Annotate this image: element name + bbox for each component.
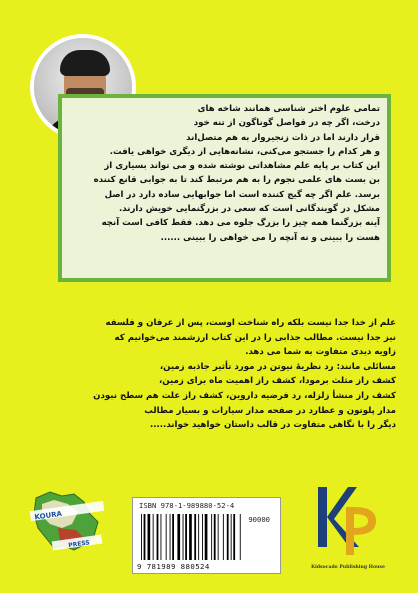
synopsis-line: درخت، اگر چه در فواصل گوناگون از تنه خود [193,118,380,129]
description-line: مسائلی مانند: رد نظریهٔ نیوتن در مورد تأثیر جاذبه زمین، [159,361,396,372]
description-line: دیگر را با نگاهی متفاوت در قالب داستان خواهید خواند..... [150,420,396,431]
description-line: مدار پلوتون و عطارد در صفحه مدار سیارات و بسیار مطالب [144,405,396,416]
svg-text:PRESS: PRESS [67,539,91,550]
synopsis-text [74,102,380,245]
publisher-name: Kidsocado Publishing House [311,565,385,570]
isbn-barcode [132,497,281,574]
description-line: کشف راز منشأ زلزله، رد فرضیه داروین، کشف راز علت هم سطح نبودن [93,390,396,401]
synopsis-line: بن بست های علمی نجوم را به هم مرتبط کند تا به جوابی قانع کننده [93,175,380,186]
price-code: 90000 [248,515,270,524]
description-line: کشف راز مثلث برمودا، کشف راز اهمیت ماه برای زمین، [159,376,396,387]
barcode-digits: 9 781989 880524 [137,562,210,571]
description-line: نیز جدا نیست. مطالب جذابی را در این کتاب ارزشمند می‌خوانیم که [114,332,396,343]
kp-logo-icon [304,481,384,563]
svg-text:KOURA: KOURA [34,509,63,522]
synopsis-line: قرار دارند اما در ذات زنجیروار به هم متصل‌اند [186,132,380,143]
synopsis-line: آینه بزرگنما همه چیز را بزرگ جلوه می دهد. فقط کافی است آنچه [101,218,380,229]
description-line: زاویه دیدی متفاوت به شما می دهد. [245,347,396,358]
description-line: علم از خدا جدا نیست بلکه راه شناخت اوست، پس از عرفان و فلسفه [105,318,396,328]
isbn-label: ISBN 978-1-989880-52-4 [139,501,235,510]
synopsis-line: تمامی علوم اختر شناسی همانند شاخه های [197,104,380,114]
synopsis-line: مشکل در گویندگانی است که سعی در بزرگنمایی خویش دارند. [119,204,380,215]
synopsis-line: برسد. علم اگر چه گیج کننده است اما جوابهایی ساده دارد در اصل [104,189,380,200]
synopsis-line: هست را ببینی و نه آنچه را می خواهی را ببینی ...... [160,232,380,243]
iran-map-logo-icon [28,484,106,562]
synopsis-line: و هر کدام را جستجو می‌کنی، نشانه‌هایی از دیگری خواهی یافت. [109,146,380,157]
description-text [26,316,396,433]
synopsis-line: این کتاب بر پایه علم مشاهداتی نوشته شده و می تواند بسیاری از [104,161,380,172]
